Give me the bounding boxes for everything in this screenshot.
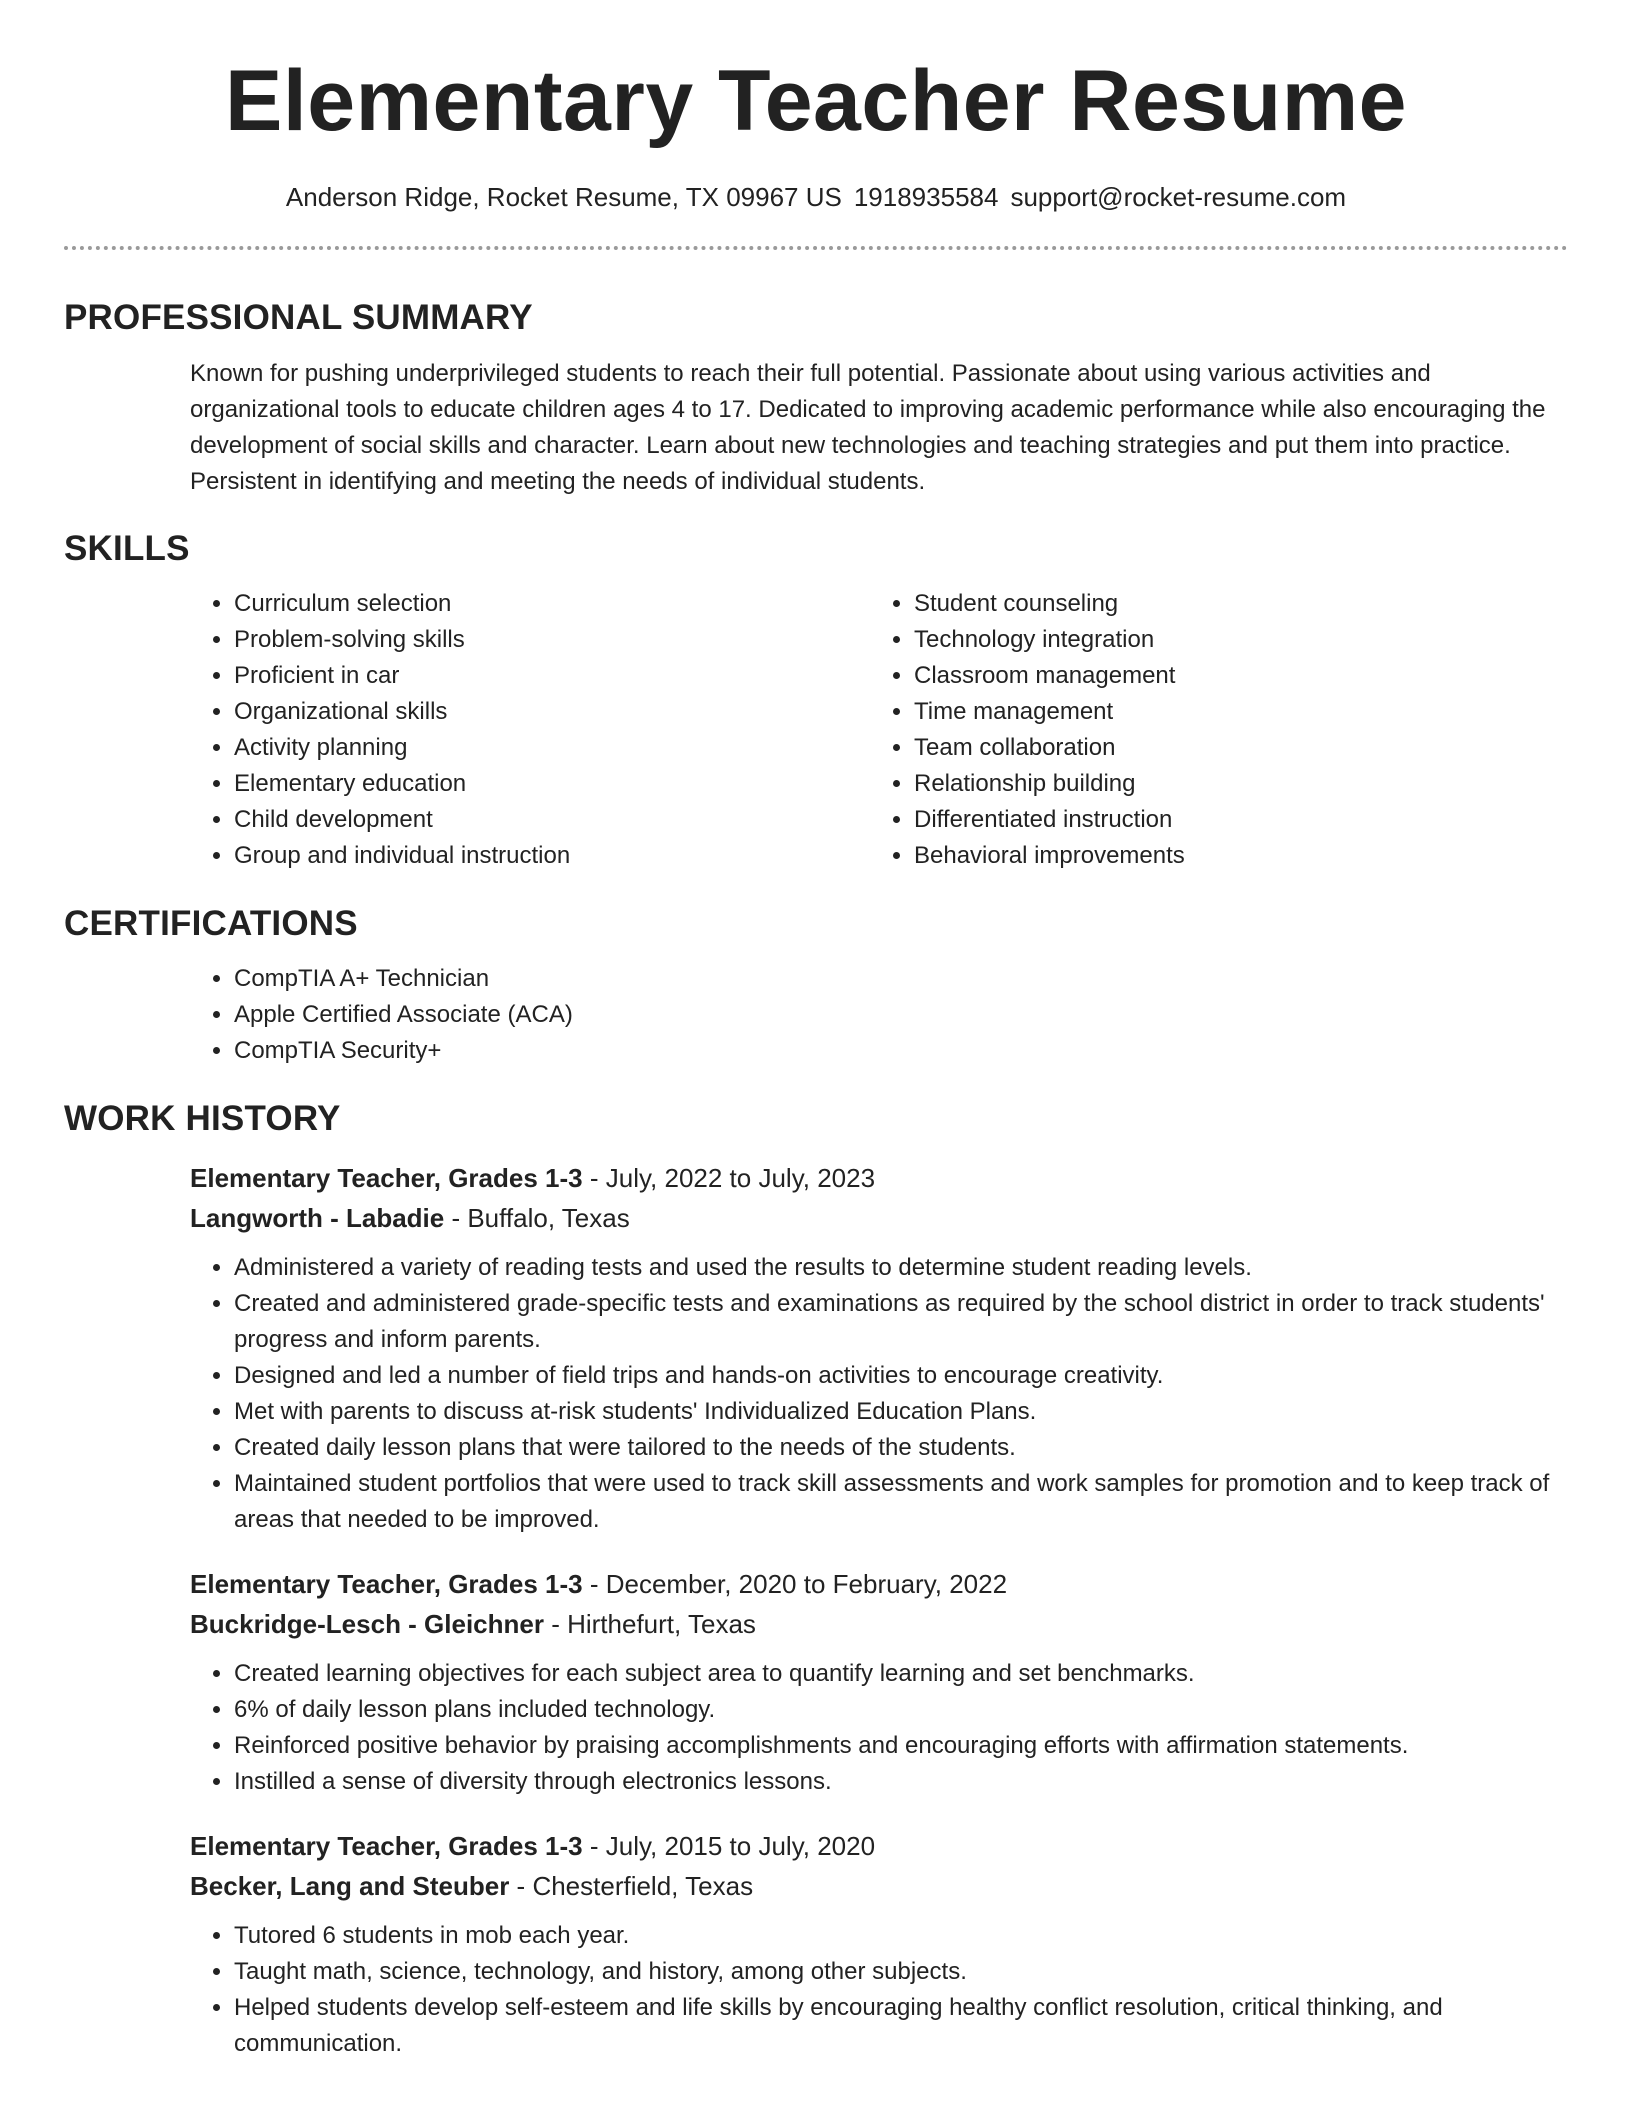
job-bullet: • Maintained student portfolios that were used to track skill assessments and work samples for promotion and to keep track of areas that needed to be improved. (234, 1466, 1568, 1538)
job-bullet: • Reinforced positive behavior by praising accomplishments and encouraging efforts with affirmation statements. (234, 1728, 1568, 1764)
job-title-line (190, 1826, 1568, 1866)
contact-address: Anderson Ridge, Rocket Resume, TX 09967 US (285, 182, 842, 212)
skills-list-right (870, 586, 1550, 874)
job-bullet: • Tutored 6 students in mob each year. (234, 1918, 1568, 1954)
job-title: Elementary Teacher, Grades 1-3 (190, 1831, 583, 1862)
header-divider (64, 246, 1568, 250)
job-location: Chesterfield, Texas (532, 1871, 754, 1902)
job-bullets (190, 1656, 1568, 1800)
certifications-list (190, 961, 1568, 1069)
certification-item: • CompTIA A+ Technician (234, 961, 1568, 997)
job-company-line (190, 1604, 1568, 1644)
certifications-block (190, 961, 1568, 1069)
certification-item: • CompTIA Security+ (234, 1033, 1568, 1069)
job-entry (190, 1158, 1568, 1538)
job-title-line (190, 1158, 1568, 1198)
skill-item: • Technology integration (914, 622, 1550, 658)
skill-item: • Relationship building (914, 766, 1550, 802)
skill-item: • Behavioral improvements (914, 838, 1550, 874)
job-dates: December, 2020 to February, 2022 (605, 1569, 1008, 1600)
job-separator: - (509, 1871, 533, 1902)
skill-item: • Problem-solving skills (234, 622, 870, 658)
job-bullet: • Met with parents to discuss at-risk students' Individualized Education Plans. (234, 1394, 1568, 1430)
job-separator: - (582, 1569, 606, 1600)
job-entry (190, 1826, 1568, 2062)
contact-phone: 1918935584 (853, 182, 999, 212)
job-bullet: • Created and administered grade-specific tests and examinations as required by the school district in order to track students' progress and inform parents. (234, 1286, 1568, 1358)
job-bullet: • Designed and led a number of field trips and hands-on activities to encourage creativity. (234, 1358, 1568, 1394)
summary-heading: PROFESSIONAL SUMMARY (64, 298, 533, 338)
job-bullet: • Helped students develop self-esteem and life skills by encouraging healthy conflict resolution, critical thinking, and communication. (234, 1990, 1568, 2062)
job-company: Langworth - Labadie (190, 1203, 445, 1234)
job-bullets (190, 1250, 1568, 1538)
job-location: Hirthefurt, Texas (567, 1609, 756, 1640)
skill-item: • Differentiated instruction (914, 802, 1550, 838)
skills-columns (190, 586, 1568, 874)
job-dates: July, 2015 to July, 2020 (605, 1831, 876, 1862)
job-bullet: • Taught math, science, technology, and history, among other subjects. (234, 1954, 1568, 1990)
job-title-line (190, 1564, 1568, 1604)
job-bullets (190, 1918, 1568, 2062)
skills-heading: SKILLS (64, 529, 190, 569)
skills-column-left (190, 586, 870, 874)
summary-text: Known for pushing underprivileged students to reach their full potential. Passionate about using various activities and organizational tools to educate children ages 4 to 17. Dedicated to improving academic performance while also encouraging the development of social skills and character. Learn about new technologies and teaching strategies and put them into practice. Persistent in identifying and meeting the needs of individual students. (190, 360, 1546, 496)
resume-title: Elementary Teacher Resume (224, 53, 1408, 149)
skill-item: • Time management (914, 694, 1550, 730)
job-separator: - (543, 1609, 568, 1640)
skill-item: • Child development (234, 802, 870, 838)
job-separator: - (582, 1163, 606, 1194)
job-bullet: • Created daily lesson plans that were tailored to the needs of the students. (234, 1430, 1568, 1466)
skill-item: • Group and individual instruction (234, 838, 870, 874)
skill-item: • Classroom management (914, 658, 1550, 694)
job-location: Buffalo, Texas (467, 1203, 630, 1234)
skills-list-left (190, 586, 870, 874)
skills-column-right (870, 586, 1550, 874)
job-entry (190, 1564, 1568, 1800)
job-company: Becker, Lang and Steuber (190, 1871, 510, 1902)
skill-item: • Team collaboration (914, 730, 1550, 766)
skill-item: • Activity planning (234, 730, 870, 766)
skill-item: • Student counseling (914, 586, 1550, 622)
certifications-heading: CERTIFICATIONS (64, 904, 358, 944)
job-company-line (190, 1866, 1568, 1906)
job-separator: - (582, 1831, 606, 1862)
work-history-heading: WORK HISTORY (64, 1099, 341, 1139)
certification-item: • Apple Certified Associate (ACA) (234, 997, 1568, 1033)
contact-line (64, 182, 1568, 213)
resume-page (64, 0, 1568, 2062)
skill-item: • Curriculum selection (234, 586, 870, 622)
job-bullet: • Created learning objectives for each subject area to quantify learning and set benchmarks. (234, 1656, 1568, 1692)
contact-email: support@rocket-resume.com (1010, 182, 1347, 212)
job-bullet: • Administered a variety of reading tests and used the results to determine student reading levels. (234, 1250, 1568, 1286)
skill-item: • Organizational skills (234, 694, 870, 730)
skill-item: • Proficient in car (234, 658, 870, 694)
job-title: Elementary Teacher, Grades 1-3 (190, 1163, 583, 1194)
skill-item: • Elementary education (234, 766, 870, 802)
job-dates: July, 2022 to July, 2023 (605, 1163, 876, 1194)
job-company-line (190, 1198, 1568, 1238)
job-bullet: • 6% of daily lesson plans included technology. (234, 1692, 1568, 1728)
job-title: Elementary Teacher, Grades 1-3 (190, 1569, 583, 1600)
job-bullet: • Instilled a sense of diversity through electronics lessons. (234, 1764, 1568, 1800)
job-separator: - (444, 1203, 468, 1234)
job-company: Buckridge-Lesch - Gleichner (190, 1609, 544, 1640)
